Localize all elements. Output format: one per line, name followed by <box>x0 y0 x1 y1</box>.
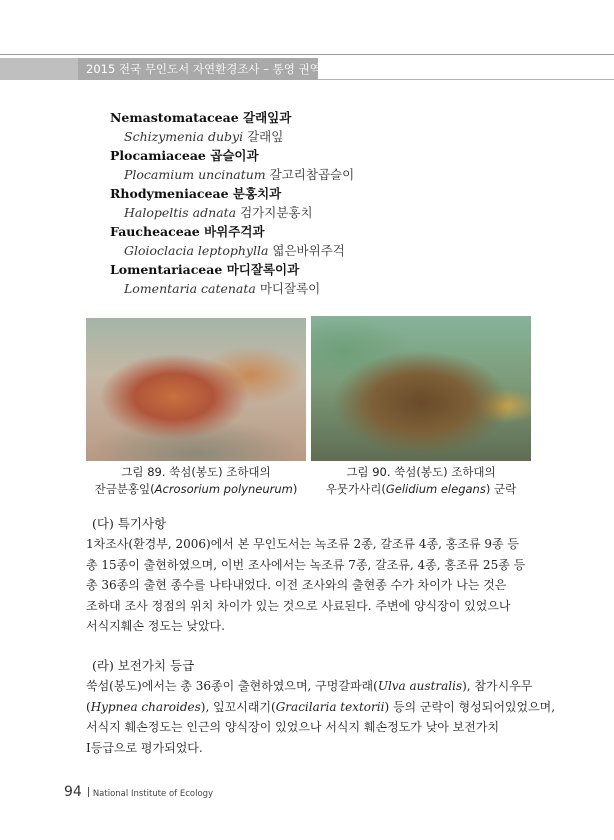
family-scientific-name: Rhodymeniaceae <box>110 186 229 201</box>
family-row <box>110 108 550 127</box>
caption-line: 그림 89. 쑥섬(봉도) 조하대의 <box>121 465 271 479</box>
family-korean-name: 바위주걱과 <box>204 224 265 239</box>
figure-89-caption <box>86 464 306 498</box>
caption-line <box>86 481 306 498</box>
species-row <box>110 165 550 184</box>
page-number: 94 <box>64 784 82 800</box>
family-scientific-name: Nemastomataceae <box>110 110 239 125</box>
paragraph-line: 1차조사(환경부, 2006)에서 본 무인도서는 녹조류 2종, 갈조류 4종, 홍조류 9종 등 <box>86 537 520 551</box>
family-scientific-name: Lomentariaceae <box>110 262 223 277</box>
family-korean-name: 갈래잎과 <box>243 110 292 125</box>
running-header <box>0 58 614 80</box>
species-scientific-name: Gloioclacia leptophylla <box>124 243 269 258</box>
family-korean-name: 곱슬이과 <box>210 148 259 163</box>
species-korean-name: 검가지분홍치 <box>240 205 313 220</box>
species-row <box>110 279 550 298</box>
family-korean-name: 분홍치과 <box>232 186 282 201</box>
paragraph-text: 쑥섬(봉도)에서는 총 36종이 출현하였으며, 구멍갈파래( <box>86 679 378 693</box>
section-paragraph <box>86 534 536 637</box>
scientific-name: Ulva australis <box>377 679 463 693</box>
paragraph-line <box>86 697 556 718</box>
caption-scientific-name: Acrosorium polyneurum <box>154 482 293 496</box>
seaweed-photo-gelidium <box>311 316 531 461</box>
taxa-list <box>110 108 550 298</box>
section-heading: (라) 보전가치 등급 <box>92 658 195 673</box>
family-korean-name: 마디잘록이과 <box>226 262 300 277</box>
scientific-name: Hypnea charoides <box>90 699 201 714</box>
family-scientific-name: Plocamiaceae <box>110 148 206 163</box>
species-scientific-name: Lomentaria catenata <box>124 281 256 296</box>
figure-90-caption <box>306 464 536 498</box>
species-korean-name: 엷은바위주걱 <box>272 243 345 258</box>
species-korean-name: 갈고리참곱슬이 <box>269 167 355 182</box>
paragraph-line: Ⅰ등급으로 평가되었다. <box>86 740 203 755</box>
species-scientific-name: Schizymenia dubyi <box>124 129 244 144</box>
species-row <box>110 241 550 260</box>
species-korean-name: 갈래잎 <box>247 129 284 144</box>
scientific-name: Gracilaria textorii <box>275 699 385 714</box>
caption-text: ) <box>292 482 298 496</box>
species-row <box>110 127 550 146</box>
caption-text: ) 군락 <box>485 482 517 496</box>
header-rule <box>318 79 614 80</box>
species-scientific-name: Plocamium uncinatum <box>124 167 266 182</box>
section-special-notes <box>86 514 536 637</box>
caption-text: 우뭇가사리( <box>325 482 386 496</box>
header-left-block <box>0 58 78 80</box>
caption-line: 그림 90. 쑥섬(봉도) 조하대의 <box>346 465 496 479</box>
paragraph-line: 조하대 조사 정점의 위치 차이가 있는 것으로 사료된다. 주변에 양식장이 있었으나 <box>86 598 511 613</box>
family-row <box>110 222 550 241</box>
paragraph-line: 서식지 훼손정도는 인근의 양식장이 있었으나 서식지 훼손정도가 낮아 보전가치 <box>86 720 500 735</box>
species-scientific-name: Halopeltis adnata <box>124 205 237 220</box>
family-row <box>110 260 550 279</box>
species-row <box>110 203 550 222</box>
section-paragraph <box>86 676 556 758</box>
paragraph-text: ) 등의 군락이 형성되어있었으며, <box>384 699 556 714</box>
paragraph-line: 총 36종의 출현 종수를 나타내었다. 이전 조사와의 출현종 수가 차이가 나는 것은 <box>86 578 507 593</box>
family-scientific-name: Faucheaceae <box>110 224 200 239</box>
paragraph-text: ( <box>86 699 91 714</box>
paragraph-text: ), 잎꼬시래기( <box>200 699 276 714</box>
institute-name: National Institute of Ecology <box>92 789 214 799</box>
caption-scientific-name: Gelidium elegans <box>385 482 486 496</box>
footer-divider <box>88 787 89 797</box>
seaweed-photo-acrosorium <box>86 318 306 461</box>
paragraph-text: ), 참가시우무 <box>462 679 533 693</box>
section-heading: (다) 특기사항 <box>92 516 167 531</box>
family-row <box>110 146 550 165</box>
paragraph-line: 총 15종이 출현하였으며, 이번 조사에서는 녹조류 7종, 갈조류, 4종, 홍조류 25종 등 <box>86 557 526 572</box>
species-korean-name: 마디잘록이 <box>259 281 321 296</box>
page-footer <box>64 781 213 800</box>
paragraph-line <box>86 676 536 697</box>
section-conservation-grade <box>86 656 556 758</box>
header-top-rule <box>0 54 614 55</box>
caption-line <box>306 481 536 498</box>
family-row <box>110 184 550 203</box>
header-title: 2015 전국 무인도서 자연환경조사 – 통영 권역 <box>78 58 318 80</box>
paragraph-line: 서식지훼손 정도는 낮았다. <box>86 619 225 634</box>
caption-text: 잔금분홍잎( <box>94 482 155 496</box>
